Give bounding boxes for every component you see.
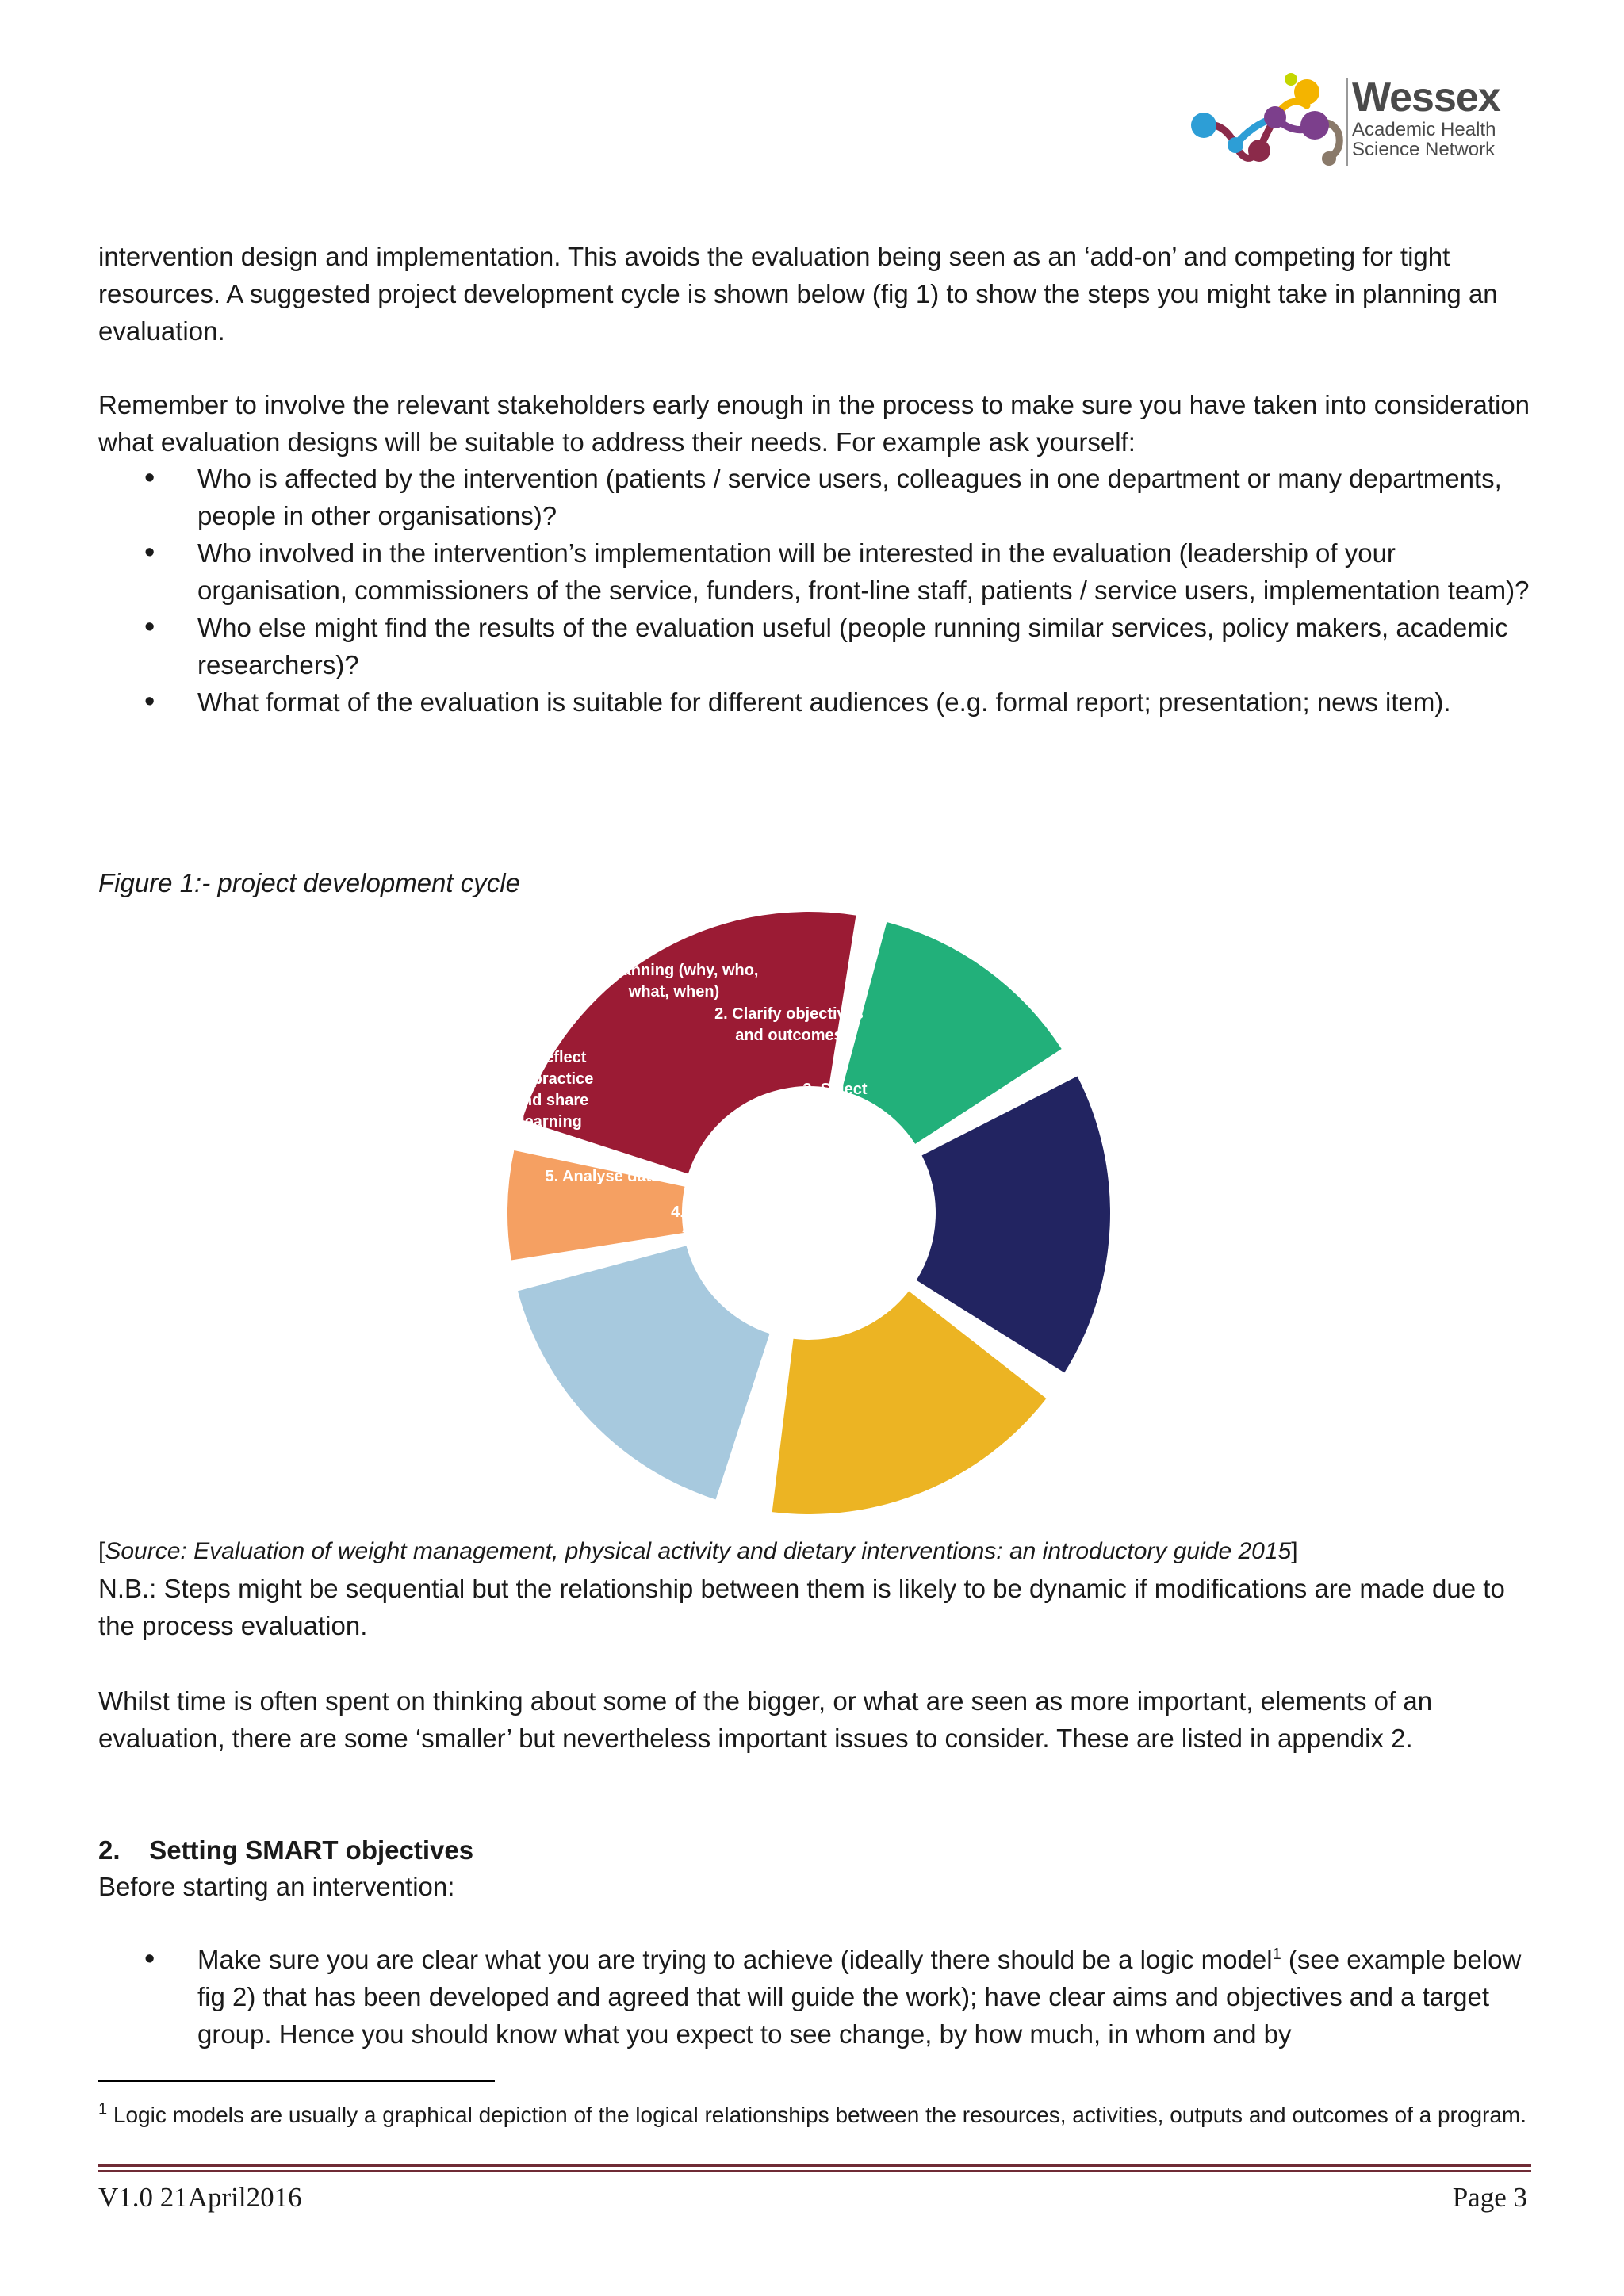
nb-paragraph: N.B.: Steps might be sequential but the relationship between them is likely to be dynamic if modifications are made due to the process evaluation.	[98, 1574, 1505, 1640]
stakeholder-question-list	[98, 460, 1542, 721]
source-text: Source: Evaluation of weight management, physical activity and dietary interventions: an introductory guide 2015	[105, 1538, 1292, 1564]
list-item: • What format of the evaluation is suitable for different audiences (e.g. formal report; presentation; news item).	[98, 683, 1542, 721]
cycle-label-line: and sources	[788, 1123, 882, 1141]
footnote	[98, 2099, 1542, 2131]
before-intervention-text: Before starting an intervention:	[98, 1872, 455, 1901]
source-open-bracket: [	[98, 1538, 105, 1564]
cycle-label-line: and collect data	[681, 1225, 802, 1242]
cycle-label-5	[546, 1168, 661, 1185]
source-close-bracket: ]	[1291, 1538, 1298, 1564]
footnote-text: Logic models are usually a graphical depiction of the logical relationships between the resources, activities, outputs and outcomes of a program.	[107, 2103, 1527, 2127]
footnote-reference[interactable]: 1	[1272, 1946, 1281, 1963]
cycle-label-line: and outcomes	[735, 1027, 843, 1044]
cycle-label-line: 6. Reflect	[515, 1049, 587, 1066]
cycle-label-line: and share	[513, 1092, 589, 1109]
list-item: • Who else might find the results of the evaluation useful (people running similar services, policy makers, academic researchers)?	[98, 609, 1542, 683]
logo-subtitle-line2: Science Network	[1352, 139, 1496, 160]
cycle-label-line: of evidence	[791, 1145, 879, 1162]
whilst-paragraph: Whilst time is often spent on thinking about some of the bigger, or what are seen as more important, elements of an evaluation, there are some ‘smaller’ but nevertheless important issues to consider. These are listed in appendix 2.	[98, 1686, 1433, 1753]
smart-bullet-text-b: (see example below fig 2) that has been developed and agreed that will guide the work); have clear aims and objectives and a target group. Hence you should know what you expect to see change, by how much, in whom and by	[197, 1945, 1522, 2049]
stakeholder-paragraph: Remember to involve the relevant stakeholders early enough in the process to make sure you have taken into consideration what evaluation designs will be suitable to address their needs. For example ask yourself:	[98, 390, 1530, 457]
project-development-cycle-diagram	[492, 896, 1126, 1530]
smart-objectives-list	[98, 1941, 1542, 2053]
footnote-marker: 1	[98, 2100, 108, 2118]
logo-title: Wessex	[1352, 75, 1500, 121]
list-item: • Who involved in the intervention’s implementation will be interested in the evaluation (leadership of your organisation, commissioners of the service, funders, front-line staff, patients / service users, implementation team)?	[98, 534, 1542, 609]
cycle-label-line: 1. Planning (why, who,	[589, 962, 759, 979]
cycle-label-line: 4. Design methods	[671, 1203, 812, 1221]
cycle-label-line: 3. Select	[802, 1081, 868, 1098]
logo-subtitle-line1: Academic Health	[1352, 119, 1496, 140]
footer-divider	[98, 2164, 1531, 2167]
figure-source	[98, 1536, 1298, 1567]
footer-page-number: Page 3	[1452, 2182, 1527, 2213]
section-2-heading: 2. Setting SMART objectives	[98, 1835, 474, 1865]
smart-bullet-text-a: Make sure you are clear what you are trying to achieve (ideally there should be a logic model	[197, 1945, 1273, 1974]
list-item	[98, 1941, 1542, 2053]
figure-caption: Figure 1:- project development cycle	[98, 868, 520, 897]
cycle-label-line: 2. Clarify objectives	[714, 1005, 864, 1023]
footer-version: V1.0 21April2016	[98, 2182, 302, 2213]
cycle-label-line: indicators	[797, 1102, 873, 1119]
logo-text	[1352, 75, 1500, 159]
footer-divider-thin	[98, 2170, 1531, 2172]
cycle-label-line: what, when)	[628, 983, 720, 1001]
cycle-label-line: 5. Analyse data	[545, 1168, 661, 1185]
cycle-segment-6	[508, 1150, 684, 1260]
cycle-label-line: on practice	[508, 1070, 594, 1088]
footnote-divider	[98, 2080, 495, 2082]
intro-paragraph: intervention design and implementation. This avoids the evaluation being seen as an ‘add-on’ and competing for tight resources. A suggested project development cycle is shown below (fig 1) to show the steps you might take in planning an evaluation.	[98, 242, 1498, 346]
list-item: • Who is affected by the intervention (patients / service users, colleagues in one department or many departments, people in other organisations)?	[98, 460, 1542, 534]
cycle-label-line: learning	[520, 1113, 582, 1131]
